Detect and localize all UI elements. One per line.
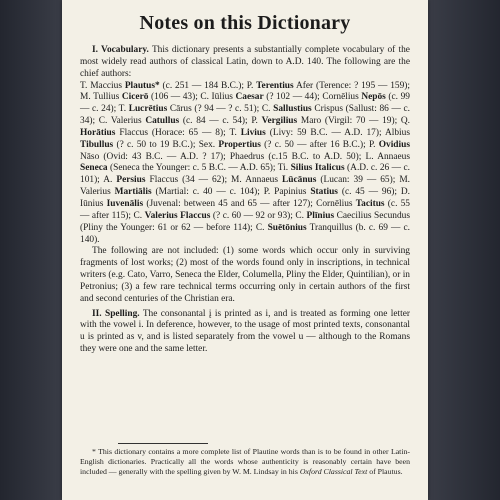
author-name: Livius xyxy=(240,127,266,138)
author-dates: Crispus (Sallust: 86 — c. 34); C. Valerius xyxy=(80,104,410,127)
author-dates: (c. 99 — c. 24); T. xyxy=(80,92,410,115)
author-name: Statius xyxy=(310,187,338,198)
author-name: Catullus xyxy=(145,116,180,127)
book-gutter xyxy=(0,0,62,500)
author-dates: (Martial: c. 40 — c. 104); P. Papinius xyxy=(151,187,311,198)
spelling-heading: II. Spelling. xyxy=(92,308,140,319)
author-dates: (c. 84 — c. 54); P. xyxy=(179,116,262,127)
footnote xyxy=(80,447,410,477)
author-name: Propertius xyxy=(218,139,261,150)
author-name: Ovidius xyxy=(378,139,410,150)
author-dates: (106 — 43); C. Iūlius xyxy=(148,92,236,103)
author-name: Plautus* xyxy=(124,80,160,91)
page-title: Notes on this Dictionary xyxy=(139,12,351,34)
author-name: Iuvenālis xyxy=(106,198,144,209)
spelling-text: The consonantal į is printed as i, and is treated as forming one letter with the vowel i. In deference, however, to the usage of most printed texts, consonantal u is printed as v, and is listed separately from the vowel u — although to the Romans they were one and the same letter. xyxy=(80,308,410,355)
author-name: Terentius xyxy=(256,80,294,91)
author-name: Suētōnius xyxy=(267,222,307,233)
footnote-text-after: of Plautus. xyxy=(367,467,403,476)
author-dates: (c. 55 — after 115); C. xyxy=(80,198,410,221)
author-name: Sallustius xyxy=(273,104,312,115)
author-dates: Cārus (? 94 — ? c. 51); C. xyxy=(167,104,274,115)
footnote-rule xyxy=(118,443,208,444)
author-dates: Flaccus (34 — 62); M. Annaeus xyxy=(145,175,282,186)
authors-list xyxy=(80,81,410,247)
vocabulary-intro: This dictionary presents a substantially complete vocabulary of the most widely read authors of classical Latin, down to A.D. 140. The following are the chief authors: xyxy=(80,45,410,79)
author-dates: Tranquillus (b. c. 69 — c. 140). xyxy=(80,222,411,245)
author-name: Caesar xyxy=(235,92,264,103)
vocabulary-paragraph xyxy=(80,45,410,81)
author-name: Nepōs xyxy=(361,92,386,103)
author-name: Silius Italicus xyxy=(290,163,345,174)
author-dates: Flaccus (Horace: 65 — 8); T. xyxy=(115,127,241,138)
author-dates: (? 102 — 44); Cornēlius xyxy=(263,92,362,103)
notes-body xyxy=(80,45,410,356)
author-dates: Caecilius Secundus (Pliny the Younger: 61 or 62 — before 114); C. xyxy=(80,210,410,233)
dictionary-page xyxy=(62,0,428,500)
author-name: Horātius xyxy=(80,127,116,138)
excluded-paragraph: The following are not included: (1) some words which occur only in surviving fragments of lost works; (2) most of the words found only in inscriptions, in technical writers (e.g. Cato, Varro, Seneca the Elder, Columella, Pliny the Elder, Quintilian), or in Petronius; (3) a few rare technical terms occurring only in certain authors of the first and second centuries of the Christian era. xyxy=(80,246,410,304)
author-dates: (? c. 60 — 92 or 93); C. xyxy=(210,210,307,221)
author-name: Plīnius xyxy=(306,210,335,221)
author-name: Tacitus xyxy=(355,198,385,209)
author-dates: (Juvenal: between 45 and 65 — after 127); Cornēlius xyxy=(143,198,356,209)
author-dates: (A.D. c. 26 — c. 101); A. xyxy=(80,163,410,186)
author-name: Lūcānus xyxy=(282,175,317,186)
author-dates: (Seneca the Younger: c. 5 B.C. — A.D. 65); Ti. xyxy=(107,163,291,174)
author-name: Persius xyxy=(116,175,146,186)
author-name: Cicerō xyxy=(121,92,149,103)
author-dates: (? c. 50 — after 16 B.C.); P. xyxy=(260,139,379,150)
footnote-text-before: * This dictionary contains a more complete list of Plautine words than is to be found in other Latin-English dictionaries. Practically all the words whose authenticity is reasonably certain have been included — generally with the spelling given by W. M. Lindsay in his xyxy=(80,447,410,476)
author-dates: Maro (Virgil: 70 — 19); Q. xyxy=(297,116,410,127)
author-dates: Nāso (Ovid: 43 B.C. — A.D. ? 17); Phaedrus (c.15 B.C. to A.D. 50); L. Annaeus xyxy=(80,151,410,162)
author-name: Tibullus xyxy=(80,139,114,150)
author-dates: Afer (Terence: ? 195 — 159); M. Tullius xyxy=(80,80,410,103)
author-prefix: T. Maccius xyxy=(80,80,125,91)
spelling-paragraph xyxy=(80,309,410,356)
author-name: Martiālis xyxy=(114,187,152,198)
author-dates: (c. 45 — 96); D. Iūnius xyxy=(80,187,411,209)
author-dates: (c. 251 — 184 B.C.); P. xyxy=(159,80,257,91)
author-name: Seneca xyxy=(80,163,108,174)
author-dates: (Lucan: 39 — 65); M. Valerius xyxy=(80,175,411,198)
author-name: Lucrētius xyxy=(128,104,168,115)
author-name: Vergilius xyxy=(261,116,298,127)
book-edge xyxy=(428,0,500,500)
vocabulary-heading: I. Vocabulary. xyxy=(92,45,149,55)
author-name: Valerius Flaccus xyxy=(144,210,211,221)
footnote-italic-title: Oxford Classical Text xyxy=(299,467,368,476)
author-dates: (Livy: 59 B.C. — A.D. 17); Albius xyxy=(265,127,410,138)
author-dates: (? c. 50 to 19 B.C.); Sex. xyxy=(113,139,219,150)
